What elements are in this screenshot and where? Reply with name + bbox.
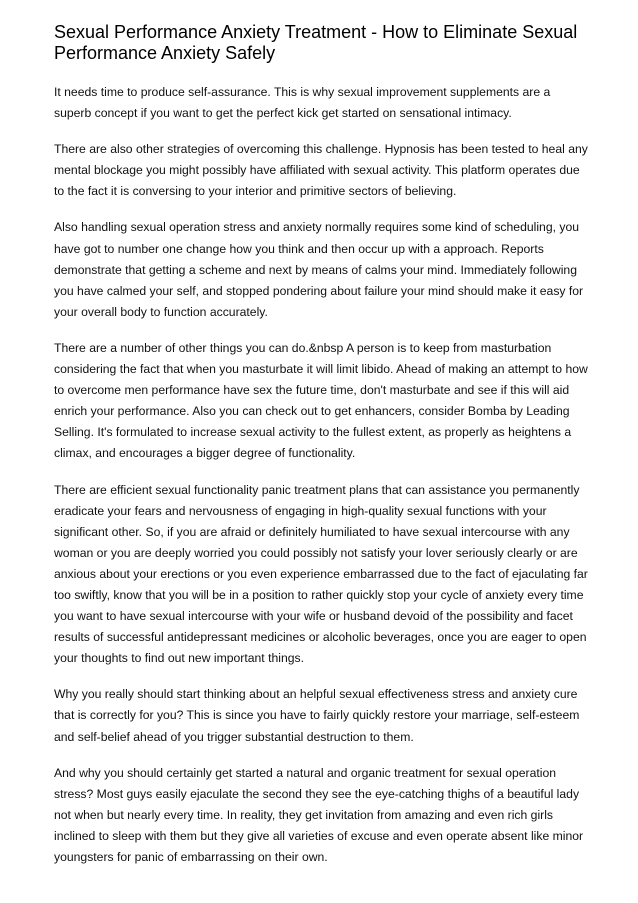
document-title: Sexual Performance Anxiety Treatment - How to Eliminate Sexual Performance Anxiety Safely [54, 22, 578, 63]
paragraph-6: Why you really should start thinking about an helpful sexual effectiveness stress and anxiety cure that is correctly for you? This is since you have to fairly quickly restore your marriage, self-esteem and self-belief ahead of you trigger substantial destruction to them. [54, 687, 580, 744]
paragraph-7: And why you should certainly get started a natural and organic treatment for sexual operation stress? Most guys easily ejaculate the second they see the eye-catching thighs of a beautiful lady not when but nearly every time. In reality, they get invitation from amazing and even rich girls inclined to sleep with them but they give all varieties of excuse and even operate absent like minor youngsters for panic of embarrassing on their own. [54, 765, 584, 864]
document-page [54, 22, 590, 883]
paragraph-4: There are a number of other things you can do.&nbsp A person is to keep from masturbation considering the fact that when you masturbate it will limit libido. Ahead of making an attempt to how to overcome men performance have sex the future time, don't masturbate and see if this will aid enrich your performance. Also you can check out to get enhancers, consider Bomba by Leading Selling. It's formulated to increase sexual activity to the fullest extent, as properly as heightens a climax, and encourages a bigger degree of functionality. [54, 340, 588, 461]
paragraph-1: It needs time to produce self-assurance. This is why sexual improvement supplements are a superb concept if you want to get the perfect kick get started on sensational intimacy. [54, 85, 551, 121]
paragraph-3: Also handling sexual operation stress and anxiety normally requires some kind of scheduling, you have got to number one change how you think and then occur up with a approach. Reports demonstrate that getting a scheme and next by means of calms your mind. Immediately following you have calmed your self, and stopped pondering about failure your mind should make it easy for your overall body to function accurately. [54, 220, 584, 319]
paragraph-2: There are also other strategies of overcoming this challenge. Hypnosis has been tested to heal any mental blockage you might possibly have affiliated with sexual activity. This platform operates due to the fact it is conversing to your interior and primitive sectors of believing. [54, 142, 588, 199]
paragraph-5: There are efficient sexual functionality panic treatment plans that can assistance you permanently eradicate your fears and nervousness of engaging in high-quality sexual functions with your significant other. So, if you are afraid or definitely humiliated to have sexual intercourse with any woman or you are deeply worried you could possibly not satisfy your lover seriously clearly or are anxious about your erections or you even experience embarrassed due to the fact of ejaculating far too swiftly, know that you will be in a position to rather quickly stop your cycle of anxiety every time you want to have sexual intercourse with your wife or husband devoid of the possibility and facet results of successful antidepressant medicines or alcoholic beverages, once you are eager to open your thoughts to find out new important things. [54, 482, 588, 666]
